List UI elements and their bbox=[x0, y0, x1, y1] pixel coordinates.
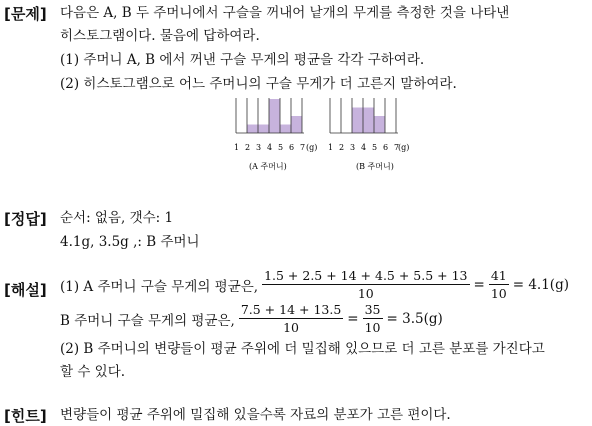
fraction-a-sum bbox=[262, 268, 469, 301]
fraction-numerator: 35 bbox=[364, 302, 381, 317]
equals-sign: = bbox=[473, 276, 485, 293]
histogram-b-tick-label: 1 bbox=[328, 143, 334, 152]
explanation-l1-prefix: (1) A 주머니 구슬 무게의 평균은, bbox=[60, 278, 259, 295]
histogram-b-tick-label: 5 bbox=[372, 143, 378, 152]
histogram-b-tick-label: 7 bbox=[394, 143, 400, 152]
histogram-a-tick-label: 1 bbox=[234, 143, 240, 152]
explanation-line-1 bbox=[60, 268, 569, 301]
problem-line-2: 히스토그램이다. 물음에 답하여라. bbox=[60, 28, 260, 44]
histogram-a-bar-2 bbox=[247, 125, 258, 134]
histogram-a-bar-3 bbox=[258, 125, 269, 134]
hint-label: [힌트] bbox=[4, 407, 47, 425]
histogram-a-bar-5 bbox=[280, 125, 291, 134]
histogram-b-tick-label: 3 bbox=[350, 143, 356, 152]
histogram-b-tick-label: 6 bbox=[383, 143, 389, 152]
histogram-a-tick-label: 2 bbox=[245, 143, 251, 152]
explanation-l2-prefix: B 주머니 구슬 무게의 평균은, bbox=[60, 312, 235, 329]
hint-line-1: 변량들이 평균 주위에 밀집해 있을수록 자료의 분포가 고른 편이다. bbox=[60, 407, 451, 423]
histogram-b-unit: (g) bbox=[398, 143, 410, 152]
histogram-a-tick-label: 4 bbox=[267, 143, 273, 152]
histogram-a-bar-4 bbox=[269, 99, 280, 133]
equals-sign: = bbox=[347, 310, 359, 327]
fraction-numerator: 7.5 + 14 + 13.5 bbox=[240, 302, 342, 317]
histogram-b-bar-3 bbox=[352, 108, 363, 134]
histogram-a-unit: (g) bbox=[306, 143, 318, 152]
fraction-denominator: 10 bbox=[364, 320, 381, 335]
histogram-a-tick-label: 6 bbox=[289, 143, 295, 152]
histogram-a-tick-label: 7 bbox=[300, 143, 306, 152]
explanation-line-3: (2) B 주머니의 변량들이 평균 주위에 더 밀집해 있으므로 더 고른 분포를 가진다고 bbox=[60, 341, 545, 357]
answer-line-2: 4.1g, 3.5g ,: B 주머니 bbox=[60, 234, 200, 250]
fraction-denominator: 10 bbox=[357, 286, 374, 301]
explanation-l1-result: = 4.1(g) bbox=[512, 276, 569, 293]
histogram-a-tick-label: 3 bbox=[256, 143, 262, 152]
histogram-b-tick-label: 4 bbox=[361, 143, 367, 152]
problem-label: [문제] bbox=[4, 5, 47, 23]
answer-label: [정답] bbox=[4, 210, 47, 228]
fraction-numerator: 41 bbox=[490, 268, 507, 283]
explanation-line-2 bbox=[60, 302, 443, 335]
fraction-denominator: 10 bbox=[490, 286, 507, 301]
problem-line-3: (1) 주머니 A, B 에서 꺼낸 구슬 무게의 평균을 각각 구하여라. bbox=[60, 52, 425, 68]
histogram-b bbox=[322, 98, 422, 178]
histogram-a bbox=[228, 98, 328, 178]
fraction-a-total bbox=[489, 268, 509, 301]
histogram-b-bar-5 bbox=[374, 116, 385, 133]
problem-line-4: (2) 히스토그램으로 어느 주머니의 구슬 무게가 더 고른지 말하여라. bbox=[60, 76, 457, 92]
histogram-a-caption: (A 주머니) bbox=[249, 162, 287, 171]
fraction-b-sum bbox=[239, 302, 343, 335]
explanation-line-4: 할 수 있다. bbox=[60, 364, 126, 380]
explanation-l2-result: = 3.5(g) bbox=[386, 310, 443, 327]
answer-line-1: 순서: 없음, 갯수: 1 bbox=[60, 210, 174, 226]
explanation-label: [해설] bbox=[4, 281, 47, 299]
histogram-a-tick-label: 5 bbox=[278, 143, 284, 152]
fraction-denominator: 10 bbox=[283, 320, 300, 335]
histogram-b-caption: (B 주머니) bbox=[356, 162, 394, 171]
histogram-a-bar-6 bbox=[291, 116, 302, 133]
histogram-b-bar-4 bbox=[363, 108, 374, 134]
fraction-numerator: 1.5 + 2.5 + 14 + 4.5 + 5.5 + 13 bbox=[264, 268, 468, 283]
histogram-b-tick-label: 2 bbox=[339, 143, 345, 152]
fraction-b-total bbox=[363, 302, 383, 335]
problem-line-1: 다음은 A, B 두 주머니에서 구슬을 꺼내어 낱개의 무게를 측정한 것을 나타낸 bbox=[60, 5, 510, 21]
